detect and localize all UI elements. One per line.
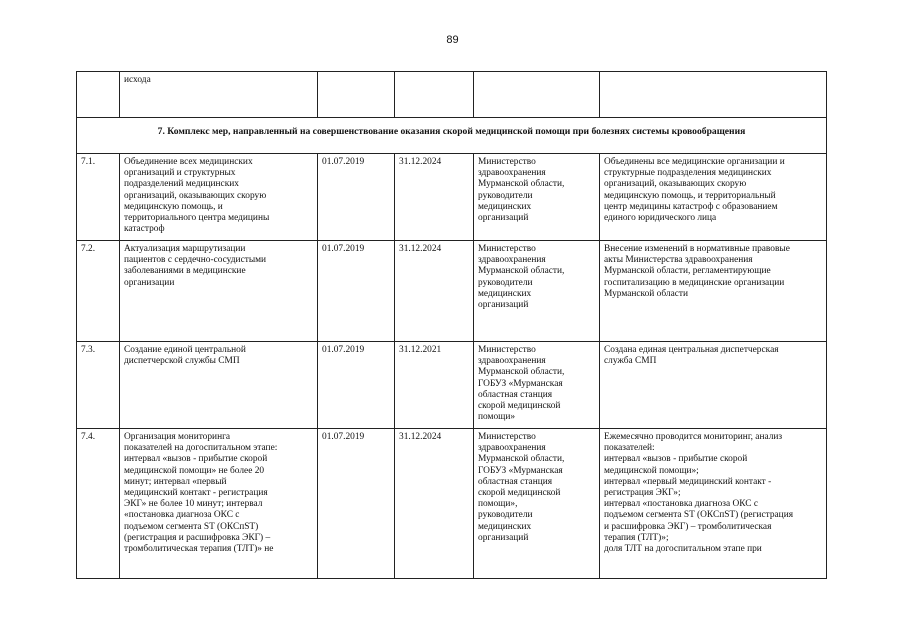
start-date: 01.07.2019 xyxy=(322,157,365,167)
cell-name xyxy=(120,72,318,118)
cell-start xyxy=(318,154,395,241)
cell-name-text: исхода xyxy=(124,75,151,85)
cell-start xyxy=(318,72,395,118)
measure-name: Актуализация маршрутизации пациентов с сердечно-сосудистыми заболеваниями в медицинские организации xyxy=(124,244,267,288)
cell-end xyxy=(395,241,474,342)
result: Ежемесячно проводится мониторинг, анализ показателей: интервал «вызов - прибытие скорой медицинской помощи»; интервал «первый медицинский контакт - регистрация ЭКГ»; интервал «постановка диагноза ОКС с подъемом сегмента ST (ОКСпST) (регистрация и расшифровка ЭКГ) – тромболитическая терапия (ТЛТ)»; доля ТЛТ на догоспитальном этапе при xyxy=(604,432,794,555)
cell-result xyxy=(600,154,827,241)
cell-start xyxy=(318,429,395,579)
table-row xyxy=(77,342,827,429)
cell-name xyxy=(120,154,318,241)
cell-end xyxy=(395,342,474,429)
section-title: 7. Комплекс мер, направленный на совершенствование оказания скорой медицинской помощи при болезнях системы кровообращения xyxy=(77,118,827,154)
result: Внесение изменений в нормативные правовые акты Министерства здравоохранения Мурманской области, регламентирующие госпитализацию в медицинские организации Мурманской области xyxy=(604,244,790,299)
cell-result xyxy=(600,429,827,579)
executor: Министерство здравоохранения Мурманской области, ГОБУЗ «Мурманская областная станция скорой медицинской помощи» xyxy=(478,345,565,423)
cell-end xyxy=(395,72,474,118)
table-row xyxy=(77,241,827,342)
row-number: 7.2. xyxy=(81,244,96,254)
row-number: 7.4. xyxy=(81,432,96,442)
start-date: 01.07.2019 xyxy=(322,345,365,355)
cell-result xyxy=(600,241,827,342)
cell-result xyxy=(600,342,827,429)
cell-start xyxy=(318,241,395,342)
cell-executor xyxy=(474,72,600,118)
cell-result xyxy=(600,72,827,118)
end-date: 31.12.2024 xyxy=(399,157,442,167)
cell-num xyxy=(77,154,120,241)
cell-executor xyxy=(474,429,600,579)
cell-num xyxy=(77,72,120,118)
cell-start xyxy=(318,342,395,429)
row-number: 7.1. xyxy=(81,157,96,167)
cell-num xyxy=(77,342,120,429)
end-date: 31.12.2021 xyxy=(399,345,442,355)
measure-name: Создание единой центральной диспетчерской службы СМП xyxy=(124,345,246,367)
executor: Министерство здравоохранения Мурманской области, руководители медицинских организаций xyxy=(478,157,565,224)
end-date: 31.12.2024 xyxy=(399,432,442,442)
row-number: 7.3. xyxy=(81,345,96,355)
cell-name xyxy=(120,342,318,429)
cell-end xyxy=(395,154,474,241)
executor: Министерство здравоохранения Мурманской области, руководители медицинских организаций xyxy=(478,244,565,311)
start-date: 01.07.2019 xyxy=(322,244,365,254)
cell-num xyxy=(77,241,120,342)
start-date: 01.07.2019 xyxy=(322,432,365,442)
cell-num xyxy=(77,429,120,579)
measure-name: Организация мониторинга показателей на догоспитальном этапе: интервал «вызов - прибытие скорой медицинской помощи» не более 20 минут; интервал «первый медицинский контакт - регистрация ЭКГ» не более 10 минут; интервал «постановка диагноза ОКС с подъемом сегмента ST (ОКСпST) (регистрация и расшифровка ЭКГ) – тромболитическая терапия (ТЛТ)» не xyxy=(124,432,278,555)
table-row-continuation xyxy=(77,72,827,118)
cell-executor xyxy=(474,241,600,342)
end-date: 31.12.2024 xyxy=(399,244,442,254)
result: Объединены все медицинские организации и структурные подразделения медицинских организаций, оказывающих скорую медицинскую помощь, и территориальный центр медицины катастроф с образованием единого юридического лица xyxy=(604,157,785,224)
page-number: 89 xyxy=(446,34,459,46)
measure-name: Объединение всех медицинских организаций и структурных подразделений медицинских организаций, оказывающих скорую медицинскую помощь, и территориального центра медицины катастроф xyxy=(124,157,270,235)
action-plan-table xyxy=(76,71,827,579)
executor: Министерство здравоохранения Мурманской области, ГОБУЗ «Мурманская областная станция скорой медицинской помощи», руководители медицинских организаций xyxy=(478,432,565,543)
cell-name xyxy=(120,429,318,579)
cell-executor xyxy=(474,342,600,429)
cell-end xyxy=(395,429,474,579)
cell-executor xyxy=(474,154,600,241)
table-row xyxy=(77,429,827,579)
cell-name xyxy=(120,241,318,342)
section-row xyxy=(77,118,827,154)
table-row xyxy=(77,154,827,241)
result: Создана единая центральная диспетчерская служба СМП xyxy=(604,345,779,367)
